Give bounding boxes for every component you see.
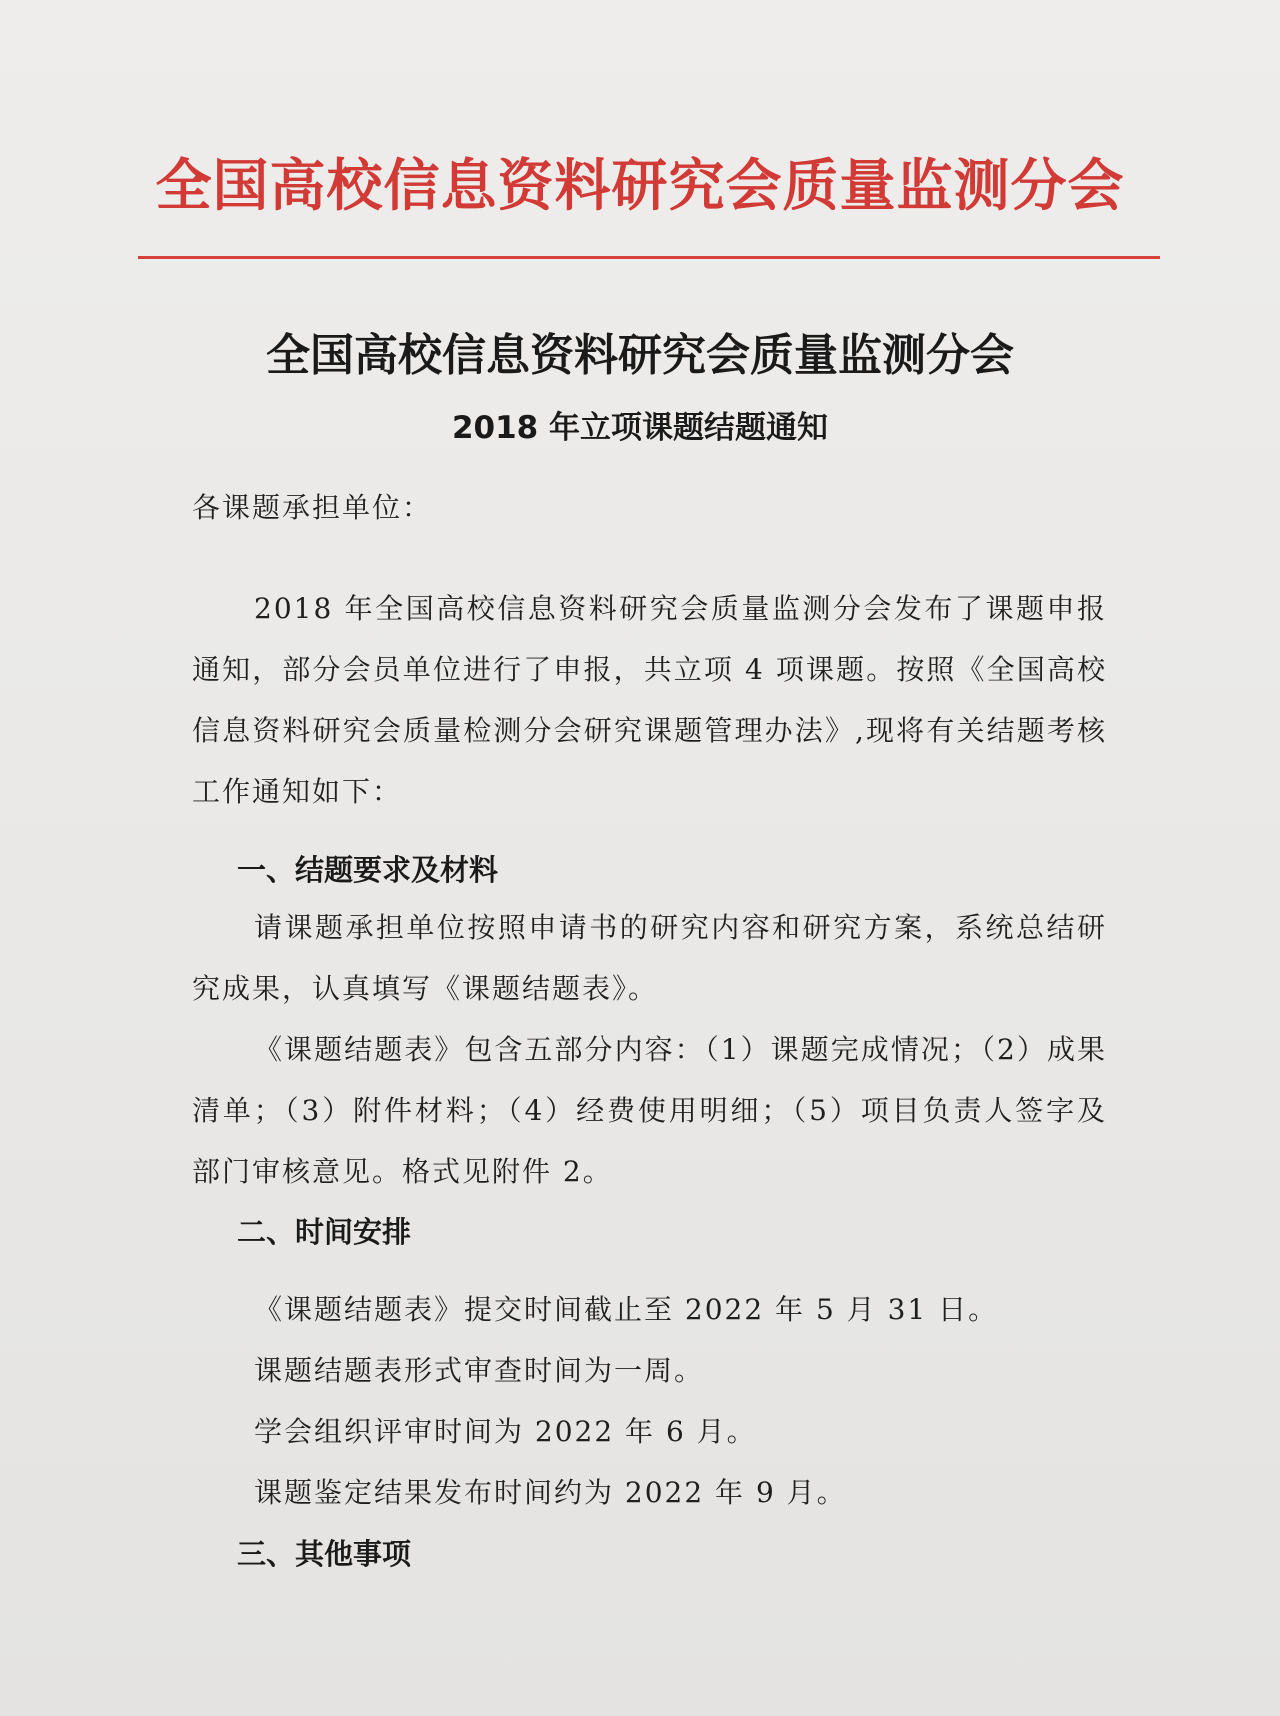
notice-subtitle: 2018 年立项课题结题通知 — [451, 410, 829, 446]
salutation: 各课题承担单位： — [192, 491, 433, 524]
intro-paragraph: 2018 年全国高校信息资料研究会质量监测分会发布了课题申报通知，部分会员单位进行了申报，共立项 4 项课题。按照《全国高校信息资料研究会质量检测分会研究课题管理办法》,现将有关结题考核工作通知如下： — [192, 592, 1107, 808]
letterhead-red-rule — [138, 256, 1160, 259]
schedule-line-deadline: 《课题结题表》提交时间截止至 2022 年 5 月 31 日。 — [254, 1293, 999, 1326]
requirements-paragraph-2: 《课题结题表》包含五部分内容：（1）课题完成情况；（2）成果清单；（3）附件材料；（4）经费使用明细；（5）项目负责人签字及部门审核意见。格式见附件 2。 — [192, 1033, 1107, 1188]
schedule-line-review: 课题结题表形式审查时间为一周。 — [254, 1354, 705, 1387]
requirements-paragraph-1: 请课题承担单位按照申请书的研究内容和研究方案，系统总结研究成果，认真填写《课题结题表》。 — [192, 911, 1107, 1005]
section-heading-schedule: 二、时间安排 — [237, 1215, 412, 1249]
section-heading-other: 三、其他事项 — [237, 1537, 412, 1571]
schedule-line-results: 课题鉴定结果发布时间约为 2022 年 9 月。 — [254, 1476, 847, 1509]
section-heading-requirements: 一、结题要求及材料 — [237, 853, 499, 887]
notice-title: 全国高校信息资料研究会质量监测分会 — [266, 330, 1014, 381]
letterhead-org-name: 全国高校信息资料研究会质量监测分会 — [155, 153, 1125, 219]
schedule-line-evaluation: 学会组织评审时间为 2022 年 6 月。 — [254, 1415, 757, 1448]
